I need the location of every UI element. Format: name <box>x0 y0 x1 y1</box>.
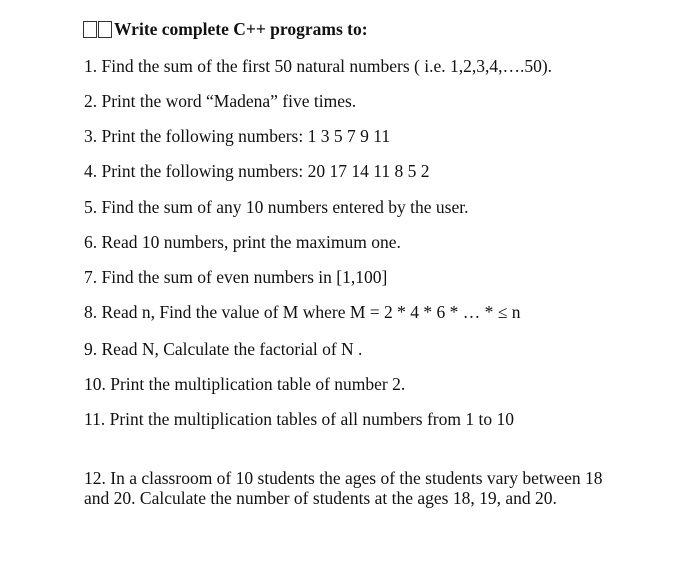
list-item: 4. Print the following numbers: 20 17 14 11 8 5 2 <box>84 161 430 181</box>
heading <box>83 19 368 39</box>
missing-glyph-icon <box>98 21 112 38</box>
missing-glyph-icon <box>83 21 97 38</box>
list-item: 9. Read N, Calculate the factorial of N . <box>84 339 363 359</box>
list-item: 10. Print the multiplication table of number 2. <box>84 374 406 394</box>
list-item: 3. Print the following numbers: 1 3 5 7 9 11 <box>84 126 391 146</box>
list-item: 8. Read n, Find the value of M where M = 2 * 4 * 6 * … * ≤ n <box>84 302 521 322</box>
list-item: 2. Print the word “Madena” five times. <box>84 91 357 111</box>
heading-text: Write complete C++ programs to: <box>114 19 368 39</box>
list-item: 11. Print the multiplication tables of all numbers from 1 to 10 <box>84 409 514 429</box>
list-item: 1. Find the sum of the first 50 natural numbers ( i.e. 1,2,3,4,….50). <box>84 56 553 76</box>
list-item: 5. Find the sum of any 10 numbers entered by the user. <box>84 197 469 217</box>
missing-glyph-boxes <box>83 21 112 38</box>
list-item: 6. Read 10 numbers, print the maximum one. <box>84 232 401 252</box>
list-item-paragraph: 12. In a classroom of 10 students the ages of the students vary between 18 and 20. Calculate the number of students at the ages 18, 19, and 20. <box>84 468 603 508</box>
list-item: 7. Find the sum of even numbers in [1,100] <box>84 267 388 287</box>
